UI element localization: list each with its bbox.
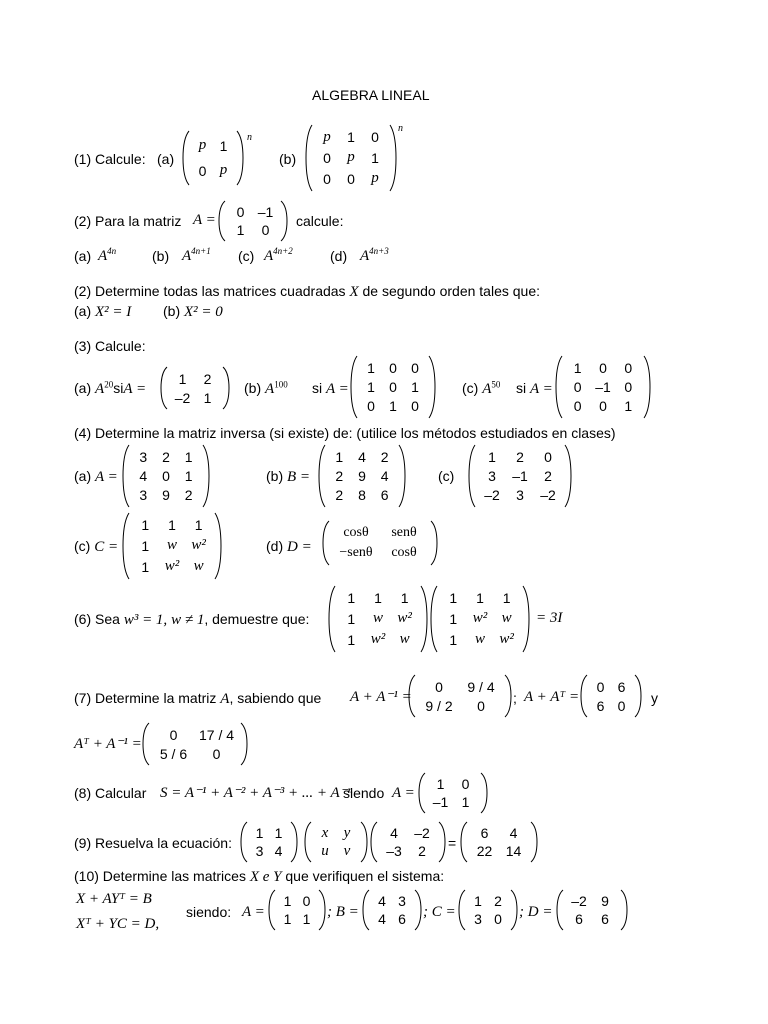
matrix	[160, 366, 230, 410]
matrix-cell: 1	[274, 825, 283, 841]
matrix-entries	[565, 358, 641, 416]
exponent: n	[247, 132, 252, 143]
matrix-cell: 0	[544, 448, 552, 465]
matrix-entries	[590, 677, 632, 715]
problem-3-c-si: si A =	[516, 380, 553, 397]
matrix-entries	[332, 523, 428, 563]
matrix-entries	[440, 588, 520, 650]
left-paren	[418, 772, 426, 814]
part-tag: (b)	[152, 248, 170, 264]
matrix-cell: 2	[203, 370, 212, 387]
matrix-cell: 6	[596, 697, 605, 714]
matrix-cell: w	[399, 631, 410, 648]
problem-1-label: (1) Calcule:	[74, 151, 146, 167]
matrix-cell: 1	[488, 448, 496, 465]
matrix-entries	[228, 203, 278, 239]
matrix-cell: –2	[540, 487, 556, 504]
matrix-cell: 1	[573, 359, 582, 376]
right-paren	[620, 889, 628, 931]
matrix-cell: 1	[302, 911, 311, 927]
matrix-cell: senθ	[391, 525, 417, 540]
right-paren	[428, 355, 436, 419]
matrix-cell: –2	[174, 389, 191, 406]
matrix-cell: 4	[509, 825, 518, 841]
left-paren	[268, 889, 276, 931]
problem-3-b: (b) $A^{100}$	[244, 379, 288, 397]
matrix-entries	[314, 824, 358, 860]
matrix	[458, 889, 518, 931]
matrix-cell: 6	[480, 825, 489, 841]
matrix-cell: 0	[198, 162, 207, 179]
matrix-cell: 5 / 6	[159, 745, 188, 762]
matrix-entries	[380, 824, 436, 860]
matrix-cell: 1	[178, 370, 187, 387]
matrix-cell: 0	[371, 129, 379, 146]
matrix-cell: 3	[516, 487, 524, 504]
matrix-cell: 2	[162, 448, 170, 465]
matrix-cell: 4	[274, 843, 283, 859]
matrix-cell: 0	[435, 678, 443, 695]
problem-4-c: (c)	[438, 468, 455, 484]
problem-4-label: (4) Determine la matriz inversa (si existe) de: (utilice los métodos estudiados en clases)	[74, 425, 616, 441]
matrix-cell: –2	[571, 893, 587, 909]
matrix-cell: 2	[544, 467, 552, 484]
right-paren	[398, 444, 406, 508]
matrix-cell: 0	[323, 170, 331, 187]
left-paren	[122, 444, 130, 508]
power: $A^{4n+2}$	[264, 246, 293, 264]
lhs: ; C =	[423, 904, 456, 920]
problem-2-tail: calcule:	[296, 213, 344, 229]
right-paren	[430, 520, 438, 566]
matrix-cell: w²	[191, 537, 206, 554]
matrix-cell: 0	[323, 149, 331, 166]
matrix-cell: w²	[499, 631, 514, 648]
matrix-cell: 4	[380, 467, 389, 484]
matrix-cell: 0	[573, 398, 582, 415]
matrix-cell: 1	[436, 776, 445, 792]
part-tag: (a)	[74, 248, 92, 264]
problem-2b-b: (b) X² = 0	[163, 303, 223, 320]
matrix-cell: cosθ	[343, 525, 369, 540]
matrix-cell: 4	[358, 448, 366, 465]
matrix-entries	[132, 515, 212, 577]
right-paren	[634, 674, 642, 718]
matrix-cell: –1	[257, 204, 274, 220]
matrix-cell: 0	[596, 678, 605, 695]
right-paren	[522, 585, 530, 653]
matrix-cell: 0	[617, 697, 626, 714]
matrix-entries	[566, 892, 618, 928]
matrix-entries	[338, 588, 418, 650]
matrix-cell: y	[343, 824, 351, 841]
part-tag: (c)	[238, 248, 255, 264]
matrix-cell: 3	[488, 467, 496, 484]
matrix-cell: 0	[367, 398, 375, 415]
problem-3-label: (3) Calcule:	[74, 338, 146, 354]
problem-7-label: (7) Determine la matriz A, sabiendo que	[74, 690, 322, 707]
matrix-cell: w²	[370, 631, 386, 648]
matrix-cell: 1	[347, 590, 356, 607]
lhs: A =	[392, 785, 415, 801]
lhs: ; B =	[327, 904, 359, 920]
separator: ;	[513, 690, 517, 706]
matrix-cell: 0	[389, 378, 397, 395]
matrix-cell: 22	[476, 843, 493, 859]
left-paren	[468, 444, 476, 508]
matrix	[268, 889, 326, 931]
problem-3-b-si: si A =	[312, 380, 349, 397]
matrix-cell: 1	[141, 537, 150, 554]
matrix-cell: 1	[371, 149, 379, 166]
matrix-cell: 9 / 2	[425, 697, 453, 714]
right-paren	[202, 444, 210, 508]
matrix-cell: w	[474, 631, 485, 648]
matrix-cell: 0	[624, 359, 633, 376]
equation: A + A⁻¹ =	[350, 689, 412, 705]
matrix-cell: 6	[575, 911, 583, 927]
matrix-cell: 6	[601, 911, 609, 927]
matrix-cell: 0	[599, 398, 607, 415]
matrix-cell: 1	[283, 911, 292, 927]
matrix	[142, 722, 248, 766]
problem-9-label: (9) Resuelva la ecuación:	[74, 835, 232, 851]
matrix	[328, 585, 428, 653]
problem-1-b-tag: (b)	[279, 151, 297, 167]
right-paren	[318, 889, 326, 931]
matrix	[182, 130, 244, 186]
matrix-cell: 2	[494, 893, 502, 909]
matrix-entries	[315, 127, 387, 189]
left-paren	[218, 200, 226, 242]
right-paren	[290, 821, 298, 863]
matrix-cell: w	[501, 610, 512, 627]
matrix-cell: 1	[168, 517, 176, 534]
system-eq-1: X + AYᵀ = B	[76, 891, 152, 907]
matrix-cell: 0	[599, 359, 607, 376]
left-paren	[328, 585, 336, 653]
matrix-cell: 1	[335, 448, 344, 465]
matrix-cell: 1	[194, 517, 203, 534]
matrix-cell: 0	[624, 378, 633, 395]
system-eq-2: Xᵀ + YC = D,	[76, 916, 160, 932]
matrix-cell: 2	[380, 448, 389, 465]
matrix	[430, 585, 530, 653]
left-paren	[362, 889, 370, 931]
matrix-cell: 6	[617, 678, 626, 695]
matrix-cell: –2	[414, 825, 430, 841]
matrix-cell: 1	[236, 222, 245, 238]
conjunction: y	[651, 690, 658, 706]
equation: S = A⁻¹ + A⁻² + A⁻³ + ... + A⁻ⁿ	[160, 785, 353, 801]
matrix-cell: w²	[164, 558, 180, 575]
right-paren	[530, 821, 538, 863]
matrix	[468, 444, 572, 508]
matrix-cell: 2	[335, 487, 344, 504]
matrix-cell: 3	[398, 893, 406, 909]
matrix-cell: 0	[573, 378, 582, 395]
matrix-entries	[278, 892, 316, 928]
left-paren	[305, 124, 313, 192]
left-paren	[142, 722, 150, 766]
right-paren	[414, 889, 422, 931]
matrix-cell: 3	[255, 843, 264, 859]
matrix-cell: 0	[411, 359, 419, 376]
matrix-cell: 1	[476, 590, 484, 607]
matrix-cell: 1	[184, 448, 193, 465]
matrix	[322, 520, 438, 566]
left-paren	[350, 355, 358, 419]
matrix-cell: –1	[432, 794, 449, 810]
matrix-cell: 2	[184, 487, 193, 504]
right-paren	[389, 124, 397, 192]
matrix-entries	[418, 677, 502, 715]
matrix-cell: 3	[474, 911, 482, 927]
matrix	[240, 821, 298, 863]
right-paren	[360, 821, 368, 863]
matrix-cell: 1	[347, 129, 355, 146]
matrix-cell: 9	[601, 893, 609, 909]
matrix-cell: 1	[374, 590, 382, 607]
matrix-cell: x	[321, 824, 329, 841]
matrix-cell: 1	[141, 558, 150, 575]
problem-4-c2: (c) C =	[74, 538, 119, 555]
matrix-cell: w	[166, 537, 177, 554]
lhs: A =	[242, 904, 265, 920]
matrix-cell: w	[193, 558, 204, 575]
matrix-cell: 9	[162, 487, 170, 504]
matrix-cell: 0	[347, 170, 355, 187]
equation: A + Aᵀ =	[524, 689, 580, 705]
problem-1-a-tag: (a)	[157, 151, 175, 167]
left-paren	[458, 889, 466, 931]
matrix-cell: 9 / 4	[467, 678, 495, 695]
matrix	[122, 512, 222, 580]
matrix-cell: p	[371, 170, 379, 187]
matrix	[460, 821, 538, 863]
exponent: n	[398, 123, 403, 134]
problem-4-a: (a) A =	[74, 468, 118, 485]
matrix-cell: 1	[367, 359, 375, 376]
power: $A^{4n+3}$	[360, 246, 389, 264]
left-paren	[430, 585, 438, 653]
matrix-cell: p	[198, 137, 207, 153]
left-paren	[580, 674, 588, 718]
right-paren	[222, 366, 230, 410]
left-paren	[318, 444, 326, 508]
matrix	[350, 355, 436, 419]
matrix-cell: 1	[449, 590, 458, 607]
matrix-cell: 3	[139, 487, 148, 504]
matrix-cell: 1	[474, 893, 482, 909]
left-paren	[240, 821, 248, 863]
problem-2b-a: (a) X² = I	[74, 303, 132, 320]
matrix-entries	[428, 775, 478, 811]
matrix-cell: 0	[461, 776, 470, 792]
matrix	[318, 444, 406, 508]
left-paren	[555, 355, 563, 419]
matrix-cell: –2	[484, 487, 500, 504]
matrix-entries	[372, 892, 412, 928]
matrix-entries	[250, 824, 288, 860]
matrix-cell: 1	[400, 590, 409, 607]
matrix	[408, 674, 512, 718]
matrix-cell: 1	[624, 398, 633, 415]
matrix	[304, 821, 368, 863]
matrix-entries	[468, 892, 508, 928]
matrix-entries	[192, 133, 234, 183]
matrix-cell: v	[343, 842, 351, 859]
matrix-entries	[360, 358, 426, 416]
matrix-cell: 0	[494, 911, 502, 927]
matrix-cell: p	[219, 162, 228, 178]
right-paren	[510, 889, 518, 931]
matrix-cell: u	[321, 842, 329, 859]
rhs: = 3I	[536, 610, 563, 626]
power: $A^{4n+1}$	[182, 246, 211, 264]
matrix-cell: 1	[449, 610, 458, 627]
matrix-cell: 1	[367, 378, 375, 395]
matrix	[218, 200, 288, 242]
matrix-cell: 3	[139, 448, 148, 465]
matrix-cell: 4	[390, 825, 398, 841]
right-paren	[438, 821, 446, 863]
siendo: siendo	[343, 785, 385, 801]
problem-2-label: (2) Para la matriz	[74, 213, 182, 229]
matrix-cell: 1	[347, 631, 356, 648]
matrix-cell: 1	[389, 398, 397, 415]
matrix-cell: 1	[184, 467, 193, 484]
left-paren	[370, 821, 378, 863]
matrix-cell: 1	[411, 378, 419, 395]
matrix-cell: w²	[397, 610, 412, 627]
matrix-cell: –3	[386, 843, 402, 859]
equation: Aᵀ + A⁻¹ =	[74, 736, 142, 752]
equals: =	[448, 835, 457, 851]
matrix-cell: 1	[219, 137, 228, 154]
right-paren	[480, 772, 488, 814]
left-paren	[556, 889, 564, 931]
matrix-entries	[478, 447, 562, 505]
right-paren	[240, 722, 248, 766]
matrix-cell: cosθ	[391, 545, 417, 560]
matrix-cell: w²	[472, 610, 488, 627]
problem-4-d: (d) D =	[266, 538, 312, 555]
left-paren	[322, 520, 330, 566]
matrix	[362, 889, 422, 931]
matrix	[418, 772, 488, 814]
matrix-cell: 1	[449, 631, 458, 648]
matrix-cell: 14	[505, 843, 522, 859]
matrix	[305, 124, 397, 192]
problem-6-label: (6) Sea w³ = 1, w ≠ 1, demuestre que:	[74, 611, 310, 628]
matrix-cell: 2	[335, 467, 344, 484]
matrix-cell: 1	[347, 610, 356, 627]
matrix-cell: 0	[236, 204, 245, 220]
matrix-cell: 0	[411, 398, 419, 415]
problem-2b-line: (2) Determine todas las matrices cuadradas X de segundo orden tales que:	[74, 283, 540, 300]
left-paren	[122, 512, 130, 580]
right-paren	[504, 674, 512, 718]
matrix-cell: 1	[141, 517, 150, 534]
right-paren	[214, 512, 222, 580]
matrix-cell: w	[372, 610, 383, 627]
matrix-cell: –1	[512, 467, 528, 484]
matrix	[580, 674, 642, 718]
right-paren	[236, 130, 244, 186]
matrix-cell: 0	[212, 745, 221, 762]
matrix	[122, 444, 210, 508]
matrix-cell: −senθ	[339, 545, 373, 560]
lhs: A =	[193, 212, 216, 228]
matrix-cell: 4	[378, 893, 386, 909]
right-paren	[564, 444, 572, 508]
left-paren	[160, 366, 168, 410]
lhs: ; D =	[519, 904, 553, 920]
matrix-cell: 0	[477, 697, 485, 714]
matrix-cell: 6	[398, 911, 406, 927]
matrix-cell: 9	[358, 467, 366, 484]
matrix-cell: 0	[162, 467, 170, 484]
matrix-entries	[470, 824, 528, 860]
matrix	[555, 355, 651, 419]
matrix-cell: 1	[203, 389, 212, 406]
matrix-cell: –1	[595, 378, 611, 395]
matrix-entries	[152, 725, 238, 763]
left-paren	[304, 821, 312, 863]
matrix-cell: 0	[261, 222, 270, 238]
matrix-entries	[328, 447, 396, 505]
matrix-cell: 1	[461, 794, 470, 810]
matrix-entries	[132, 447, 200, 505]
matrix-cell: 0	[302, 893, 311, 909]
matrix-cell: 1	[502, 590, 511, 607]
problem-8-label: (8) Calcular	[74, 785, 147, 801]
right-paren	[280, 200, 288, 242]
power: $A^{4n}$	[98, 246, 117, 264]
matrix	[370, 821, 446, 863]
matrix-cell: 1	[255, 825, 264, 841]
matrix-cell: 2	[418, 843, 426, 859]
part-tag: (d)	[330, 248, 348, 264]
left-paren	[460, 821, 468, 863]
matrix-cell: 4	[139, 467, 148, 484]
page-title: ALGEBRA LINEAL	[312, 87, 430, 103]
right-paren	[643, 355, 651, 419]
problem-3-c: (c) $A^{50}$	[462, 379, 501, 397]
left-paren	[182, 130, 190, 186]
matrix-cell: p	[347, 149, 355, 166]
matrix-cell: 4	[378, 911, 386, 927]
left-paren	[408, 674, 416, 718]
matrix-cell: 2	[516, 448, 524, 465]
matrix-cell: 6	[380, 487, 389, 504]
matrix-cell: p	[323, 128, 331, 145]
matrix-cell: 17 / 4	[198, 726, 235, 743]
matrix-cell: 1	[283, 893, 292, 909]
matrix-cell: 0	[169, 726, 178, 743]
matrix-cell: 0	[389, 359, 397, 376]
siendo: siendo:	[186, 904, 232, 920]
problem-3-a: (a) $A^{20}siA$ =	[74, 379, 147, 397]
matrix-entries	[170, 369, 220, 407]
problem-4-b: (b) B =	[266, 468, 311, 485]
matrix	[556, 889, 628, 931]
matrix-cell: 8	[358, 487, 366, 504]
problem-10-label: (10) Determine las matrices X e Y que verifiquen el sistema:	[74, 868, 445, 885]
right-paren	[420, 585, 428, 653]
